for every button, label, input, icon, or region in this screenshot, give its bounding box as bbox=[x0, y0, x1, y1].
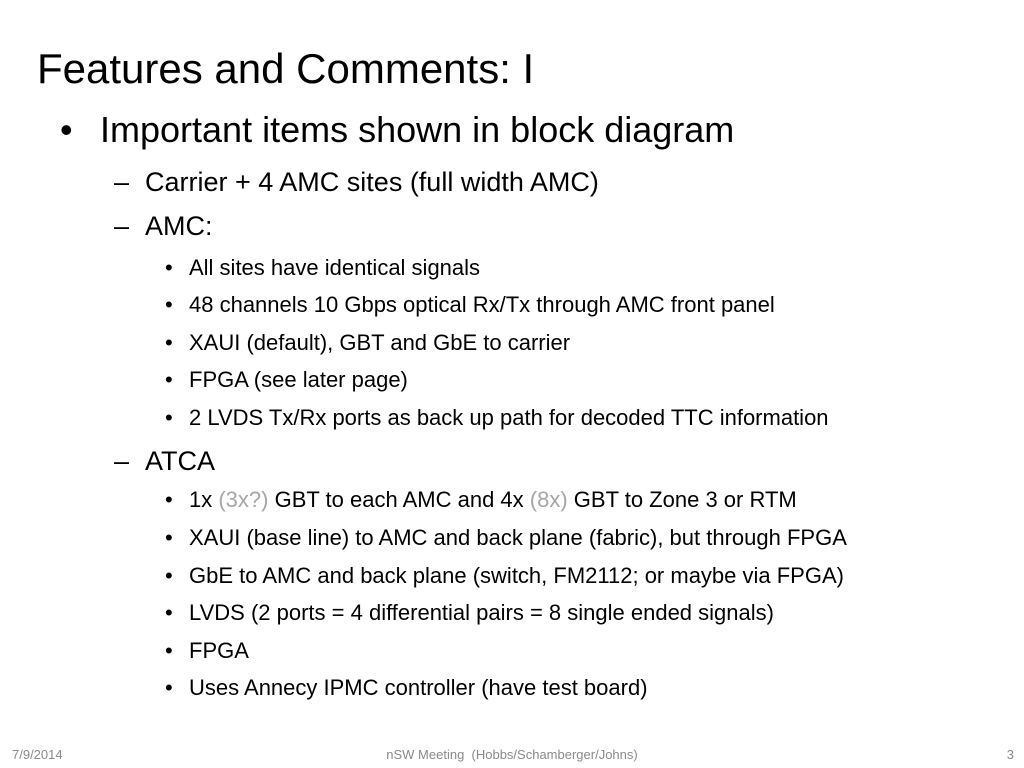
bullet-dot-icon: • bbox=[165, 563, 173, 588]
subbullet-text: Carrier + 4 AMC sites (full width AMC) bbox=[145, 167, 599, 197]
subbullet-text: ATCA bbox=[145, 446, 216, 476]
dash-icon: – bbox=[114, 167, 130, 197]
footer-date: 7/9/2014 bbox=[12, 747, 63, 762]
item-text: XAUI (base line) to AMC and back plane (fabric), but through FPGA bbox=[189, 525, 847, 550]
item-text bbox=[189, 489, 797, 511]
item-text: FPGA bbox=[189, 638, 249, 663]
bullet-dot-icon: • bbox=[165, 330, 173, 355]
bullet-dot-icon: • bbox=[165, 600, 173, 625]
item-text: GbE to AMC and back plane (switch, FM2112; or maybe via FPGA) bbox=[189, 563, 844, 588]
bullet-text: Important items shown in block diagram bbox=[100, 109, 735, 150]
gray-note: (8x) bbox=[529, 487, 568, 512]
item-text: 48 channels 10 Gbps optical Rx/Tx through AMC front panel bbox=[189, 292, 775, 317]
text-part: 1x bbox=[189, 487, 219, 512]
bullet-dot-icon: • bbox=[165, 367, 173, 392]
gray-note: (3x?) bbox=[218, 487, 269, 512]
item-text: FPGA (see later page) bbox=[189, 367, 408, 392]
footer-page-number: 3 bbox=[1006, 747, 1014, 762]
dash-icon: – bbox=[114, 446, 130, 476]
item-text: 2 LVDS Tx/Rx ports as back up path for decoded TTC information bbox=[189, 405, 829, 430]
slide-title: Features and Comments: I bbox=[37, 45, 535, 92]
bullet-dot-icon: • bbox=[165, 255, 173, 280]
item-text: XAUI (default), GBT and GbE to carrier bbox=[189, 330, 571, 355]
bullet-dot-icon: • bbox=[165, 292, 173, 317]
bullet-dot-icon: • bbox=[60, 109, 73, 150]
bullet-dot-icon: • bbox=[165, 675, 173, 700]
subbullet-text: AMC: bbox=[145, 211, 213, 241]
dash-icon: – bbox=[114, 211, 130, 241]
bullet-dot-icon: • bbox=[165, 487, 173, 512]
item-text: Uses Annecy IPMC controller (have test board) bbox=[189, 675, 648, 700]
item-text: LVDS (2 ports = 4 differential pairs = 8 single ended signals) bbox=[189, 600, 774, 625]
item-text: All sites have identical signals bbox=[189, 255, 481, 280]
footer-meeting: nSW Meeting (Hobbs/Schamberger/Johns) bbox=[386, 747, 638, 762]
text-part: GBT to Zone 3 or RTM bbox=[567, 487, 797, 512]
bullet-dot-icon: • bbox=[165, 525, 173, 550]
bullet-dot-icon: • bbox=[165, 405, 173, 430]
bullet-dot-icon: • bbox=[165, 638, 173, 663]
text-part: GBT to each AMC and 4x bbox=[268, 487, 530, 512]
